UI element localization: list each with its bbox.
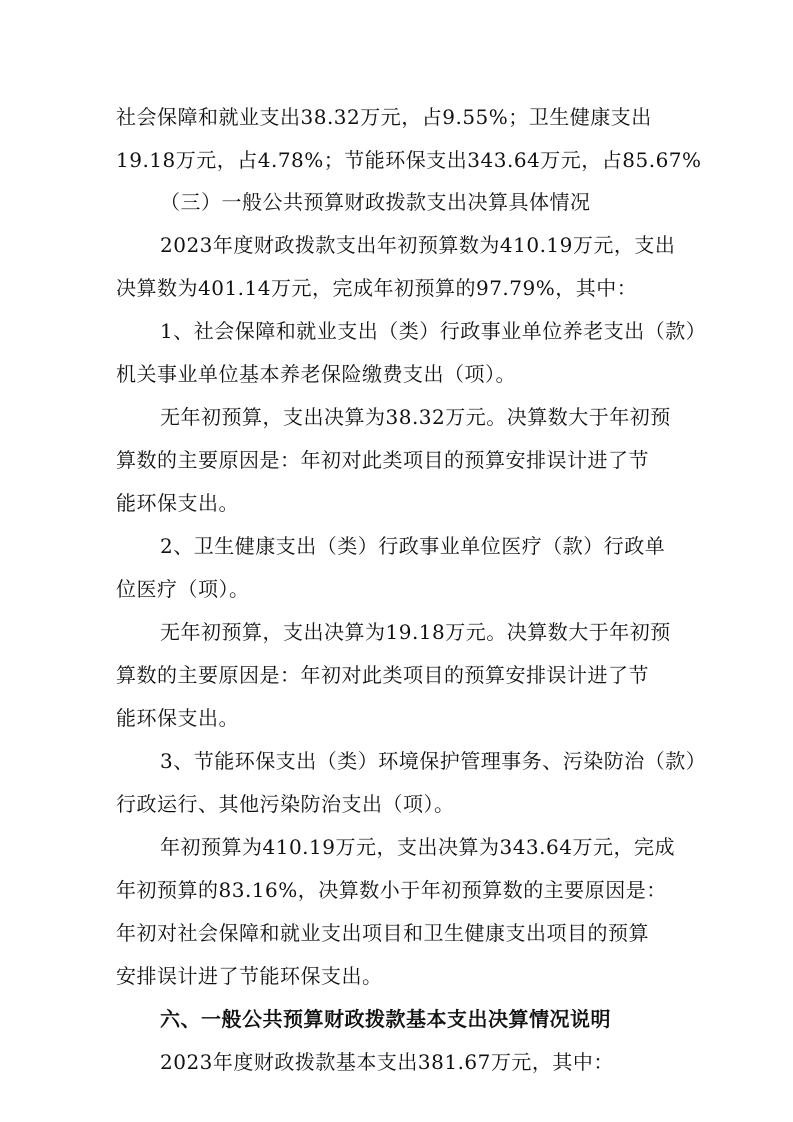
paragraph-line: 年初对社会保障和就业支出项目和卫生健康支出项目的预算 <box>116 921 649 945</box>
chapter-heading: 六、一般公共预算财政拨款基本支出决算情况说明 <box>160 1007 611 1031</box>
paragraph-line: 社会保障和就业支出38.32万元，占9.55%；卫生健康支出 <box>116 105 652 129</box>
paragraph-line: 无年初预算，支出决算为38.32万元。决算数大于年初预 <box>160 405 671 429</box>
paragraph-line: 算数的主要原因是：年初对此类项目的预算安排误计进了节 <box>116 663 649 687</box>
section-heading: （三）一般公共预算财政拨款支出决算具体情况 <box>160 190 591 214</box>
list-item-heading: 机关事业单位基本养老保险缴费支出（项）。 <box>116 362 516 386</box>
paragraph-line: 无年初预算，支出决算为19.18万元。决算数大于年初预 <box>160 620 671 644</box>
paragraph-line: 年初预算为410.19万元，支出决算为343.64万元，完成 <box>160 835 675 859</box>
paragraph-line: 2023年度财政拨款支出年初预算数为410.19万元，支出 <box>160 233 676 257</box>
paragraph-line: 年初预算的83.16%，决算数小于年初预算数的主要原因是： <box>116 878 667 902</box>
paragraph-line: 能环保支出。 <box>116 491 239 515</box>
paragraph-line: 安排误计进了节能环保支出。 <box>116 964 383 988</box>
list-item-heading: 3、节能环保支出（类）环境保护管理事务、污染防治（款） <box>160 749 707 773</box>
list-item-heading: 位医疗（项）。 <box>116 577 250 601</box>
paragraph-line: 决算数为401.14万元，完成年初预算的97.79%，其中： <box>116 276 638 300</box>
list-item-heading: 1、社会保障和就业支出（类）行政事业单位养老支出（款） <box>160 319 707 343</box>
paragraph-line: 19.18万元，占4.78%；节能环保支出343.64万元，占85.67% <box>116 148 702 172</box>
paragraph-line: 2023年度财政拨款基本支出381.67万元，其中： <box>160 1050 614 1074</box>
list-item-heading: 行政运行、其他污染防治支出（项）。 <box>116 792 455 816</box>
paragraph-line: 算数的主要原因是：年初对此类项目的预算安排误计进了节 <box>116 448 649 472</box>
paragraph-line: 能环保支出。 <box>116 706 239 730</box>
list-item-heading: 2、卫生健康支出（类）行政事业单位医疗（款）行政单 <box>160 534 666 558</box>
